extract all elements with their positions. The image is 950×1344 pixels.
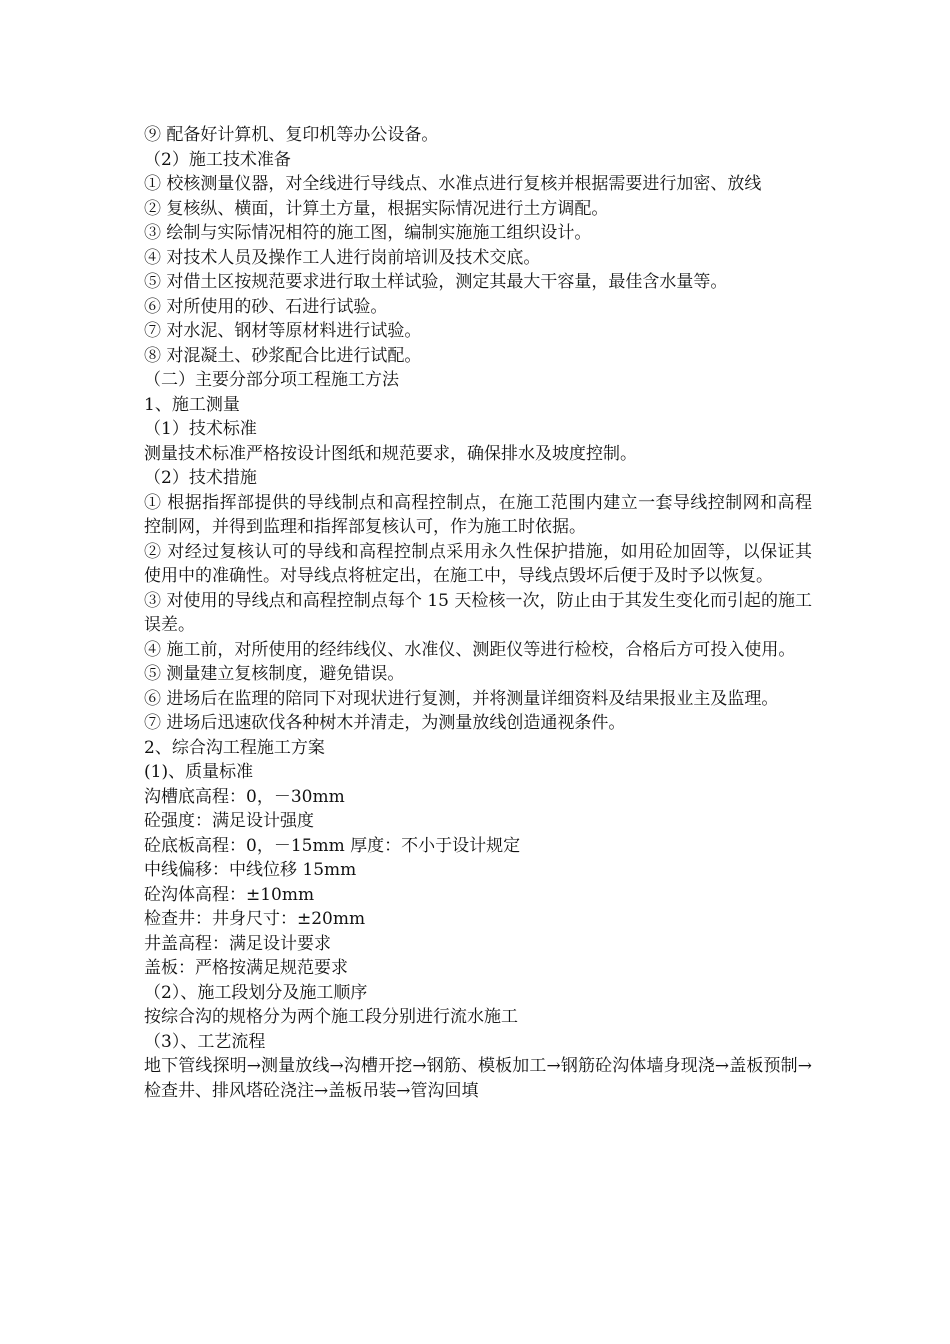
document-page — [144, 123, 812, 1103]
text-line: ⑥ 对所使用的砂、石进行试验。 — [144, 296, 388, 317]
text-line: 1、施工测量 — [144, 394, 240, 415]
text-line: 2、综合沟工程施工方案 — [144, 737, 325, 758]
text-line: ⑦ 进场后迅速砍伐各种树木并清走，为测量放线创造通视条件。 — [144, 713, 626, 733]
text-line: 砼沟体高程：±10mm — [144, 884, 315, 905]
text-line: 检查井：井身尺寸：±20mm — [144, 909, 366, 929]
text-line: ⑦ 对水泥、钢材等原材料进行试验。 — [144, 321, 422, 341]
text-line: 砼底板高程：0，－15mm 厚度：不小于设计规定 — [144, 835, 521, 856]
text-line: ④ 施工前，对所使用的经纬线仪、水准仪、测距仪等进行检校，合格后方可投入使用。 — [144, 639, 796, 660]
text-line: 按综合沟的规格分为两个施工段分别进行流水施工 — [144, 1007, 518, 1027]
text-line: 中线偏移：中线位移 15mm — [144, 860, 357, 880]
text-line: （2）技术措施 — [144, 468, 257, 488]
text-line: 沟槽底高程：0，－30mm — [144, 786, 345, 807]
text-line: ⑤ 对借土区按规范要求进行取土样试验，测定其最大干容量，最佳含水量等。 — [144, 272, 728, 292]
text-line: ⑨ 配备好计算机、复印机等办公设备。 — [144, 125, 439, 145]
text-line: （2）施工技术准备 — [144, 149, 291, 170]
text-line: ① 根据指挥部提供的导线制点和高程控制点，在施工范围内建立一套导线控制网和高程控制网，并得到监理和指挥部复核认可，作为施工时依据。 — [144, 492, 812, 537]
text-line: ⑧ 对混凝土、砂浆配合比进行试配。 — [144, 345, 422, 366]
text-line: 地下管线探明→测量放线→沟槽开挖→钢筋、模板加工→钢筋砼沟体墙身现浇→盖板预制→检查井、排风塔砼浇注→盖板吊装→管沟回填 — [144, 1056, 812, 1101]
text-line: （3）、工艺流程 — [144, 1031, 266, 1052]
text-line: ③ 绘制与实际情况相符的施工图，编制实施施工组织设计。 — [144, 223, 592, 243]
text-line: (1)、质量标准 — [144, 762, 254, 782]
text-line: （2）、施工段划分及施工顺序 — [144, 982, 368, 1003]
text-line: ① 校核测量仪器，对全线进行导线点、水准点进行复核并根据需要进行加密、放线 — [144, 174, 762, 194]
text-line: 砼强度：满足设计强度 — [144, 811, 314, 831]
text-line: 盖板：严格按满足规范要求 — [144, 958, 348, 978]
text-line: ④ 对技术人员及操作工人进行岗前培训及技术交底。 — [144, 247, 541, 268]
text-line: ⑥ 进场后在监理的陪同下对现状进行复测，并将测量详细资料及结果报业主及监理。 — [144, 688, 779, 709]
text-line: （二）主要分部分项工程施工方法 — [144, 370, 399, 390]
text-line: （1）技术标准 — [144, 419, 257, 439]
text-line: 测量技术标准严格按设计图纸和规范要求，确保排水及坡度控制。 — [144, 443, 637, 464]
text-line: ② 复核纵、横面，计算土方量，根据实际情况进行土方调配。 — [144, 198, 609, 219]
text-line: ② 对经过复核认可的导线和高程控制点采用永久性保护措施，如用砼加固等，以保证其使用中的准确性。对导线点将桩定出，在施工中，导线点毁坏后便于及时予以恢复。 — [144, 541, 812, 586]
text-line: 井盖高程：满足设计要求 — [144, 933, 331, 954]
text-line: ⑤ 测量建立复核制度，避免错误。 — [144, 664, 405, 684]
text-line: ③ 对使用的导线点和高程控制点每个 15 天检核一次，防止由于其发生变化而引起的施工误差。 — [144, 590, 812, 635]
